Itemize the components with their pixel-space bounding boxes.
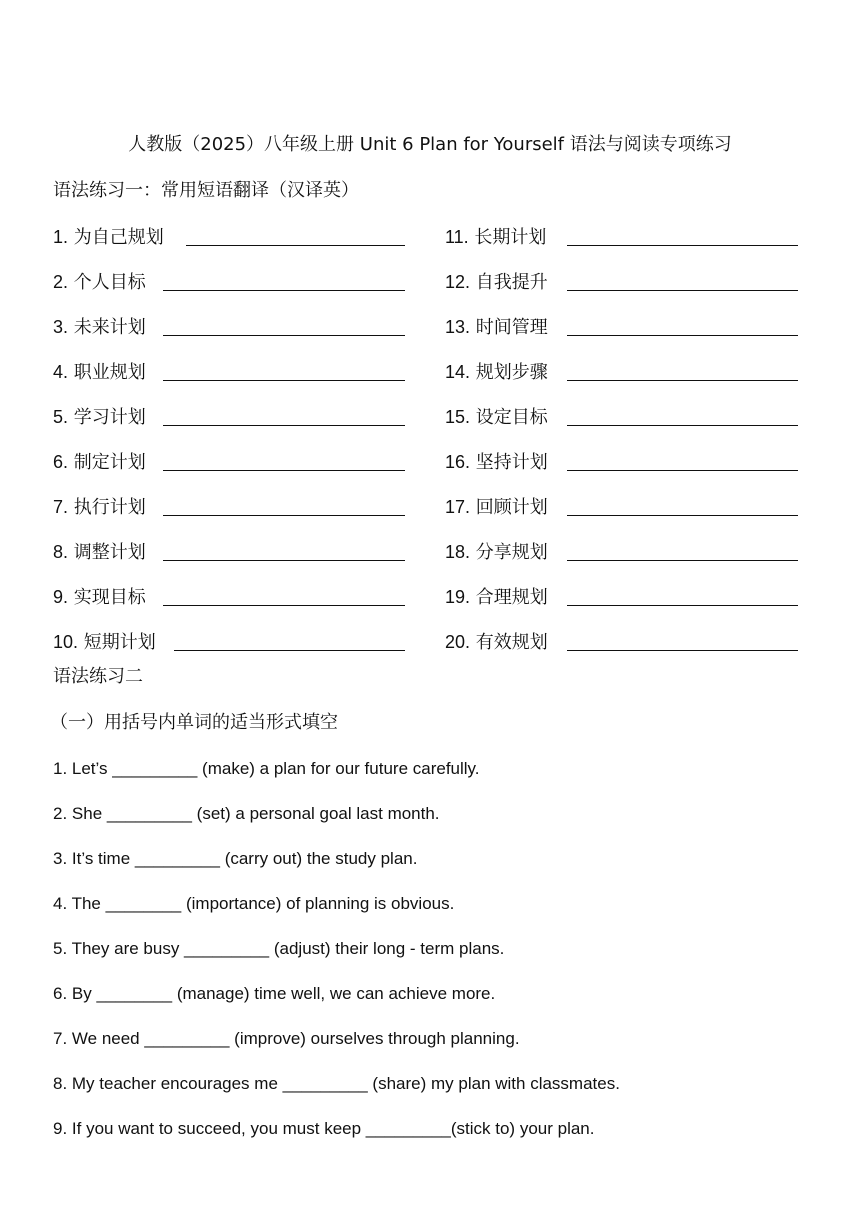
sentence-item: 1. Let’s _________ (make) a plan for our future carefully.	[53, 759, 480, 778]
phrase-item: 2. 个人目标	[53, 272, 146, 293]
sentence-item: 2. She _________ (set) a personal goal last month.	[53, 804, 440, 823]
answer-blank[interactable]	[567, 470, 798, 471]
phrase-item: 19. 合理规划	[445, 587, 548, 608]
answer-blank[interactable]	[186, 245, 405, 246]
answer-blank[interactable]	[174, 650, 405, 651]
answer-blank[interactable]	[567, 380, 798, 381]
answer-blank[interactable]	[163, 470, 405, 471]
answer-blank[interactable]	[163, 560, 405, 561]
phrase-item: 15. 设定目标	[445, 407, 548, 428]
phrase-item: 18. 分享规划	[445, 542, 548, 563]
phrase-item: 6. 制定计划	[53, 452, 146, 473]
answer-blank[interactable]	[163, 290, 405, 291]
answer-blank[interactable]	[567, 290, 798, 291]
section2-heading: 语法练习二	[53, 666, 143, 687]
worksheet-title: 人教版（2025）八年级上册 Unit 6 Plan for Yourself 语法与阅读专项练习	[128, 134, 732, 155]
phrase-item: 11. 长期计划	[445, 227, 547, 248]
sentence-item: 8. My teacher encourages me _________ (share) my plan with classmates.	[53, 1074, 620, 1093]
phrase-item: 14. 规划步骤	[445, 362, 548, 383]
answer-blank[interactable]	[567, 560, 798, 561]
phrase-item: 3. 未来计划	[53, 317, 146, 338]
answer-blank[interactable]	[567, 605, 798, 606]
phrase-item: 4. 职业规划	[53, 362, 146, 383]
sentence-item: 4. The ________ (importance) of planning is obvious.	[53, 894, 455, 913]
answer-blank[interactable]	[567, 650, 798, 651]
phrase-item: 5. 学习计划	[53, 407, 146, 428]
answer-blank[interactable]	[163, 605, 405, 606]
sentence-item: 6. By ________ (manage) time well, we can achieve more.	[53, 984, 496, 1003]
phrase-item: 13. 时间管理	[445, 317, 548, 338]
answer-blank[interactable]	[163, 380, 405, 381]
answer-blank[interactable]	[567, 515, 798, 516]
answer-blank[interactable]	[567, 245, 798, 246]
sentence-item: 3. It’s time _________ (carry out) the study plan.	[53, 849, 418, 868]
phrase-item: 10. 短期计划	[53, 632, 156, 653]
sentence-item: 9. If you want to succeed, you must keep _________(stick to) your plan.	[53, 1119, 595, 1138]
sentence-item: 7. We need _________ (improve) ourselves through planning.	[53, 1029, 520, 1048]
phrase-item: 16. 坚持计划	[445, 452, 548, 473]
phrase-item: 12. 自我提升	[445, 272, 548, 293]
phrase-item: 7. 执行计划	[53, 497, 146, 518]
phrase-item: 20. 有效规划	[445, 632, 548, 653]
answer-blank[interactable]	[163, 425, 405, 426]
answer-blank[interactable]	[567, 425, 798, 426]
sentence-item: 5. They are busy _________ (adjust) their long - term plans.	[53, 939, 505, 958]
phrase-item: 8. 调整计划	[53, 542, 146, 563]
phrase-item: 1. 为自己规划	[53, 227, 164, 248]
answer-blank[interactable]	[163, 335, 405, 336]
phrase-item: 9. 实现目标	[53, 587, 146, 608]
answer-blank[interactable]	[163, 515, 405, 516]
section2-subheading: （一）用括号内单词的适当形式填空	[50, 712, 338, 733]
phrase-item: 17. 回顾计划	[445, 497, 548, 518]
section1-heading: 语法练习一：常用短语翻译（汉译英）	[53, 180, 359, 201]
answer-blank[interactable]	[567, 335, 798, 336]
